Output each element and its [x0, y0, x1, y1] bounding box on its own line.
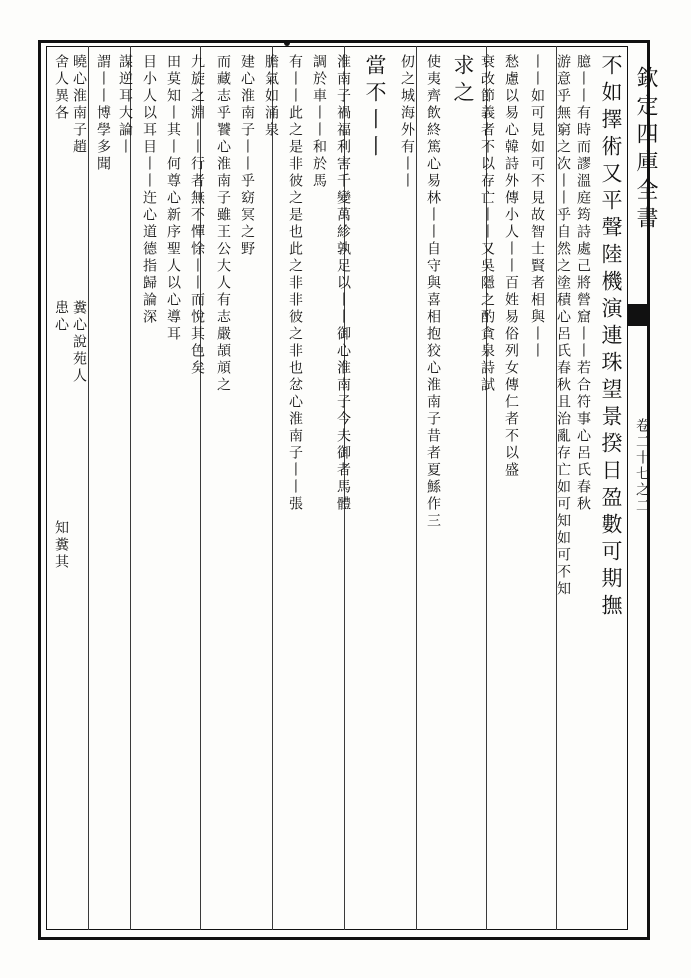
text-column-11: 淮南子禍福利害千變萬紾孰足以丨丨御心淮南子今夫御者馬體	[335, 54, 351, 513]
text-column-2: 臆丨丨有時而謬溫庭筠詩處己將營窟丨丨若合符事心呂氏春秋	[575, 54, 591, 513]
text-column-7: 求之	[451, 54, 475, 108]
text-column-6: 衰改節義者不以存亡丨丨又吳隱之酌貪泉詩試	[479, 54, 495, 394]
column-rule	[272, 46, 273, 930]
text-column-4: 丨丨如可見如可不見故智士賢者相與丨丨	[529, 54, 545, 360]
text-column-21: 謂丨丨博學多聞	[95, 54, 111, 173]
text-column-12: 調於車丨丨和於馬	[311, 54, 327, 190]
text-column-15: 建心淮南子丨丨乎窈冥之野	[239, 54, 255, 258]
column-rule	[88, 46, 89, 930]
fish-tail-mark	[628, 304, 650, 326]
text-column-19: 目小人以耳目丨丨迕心道德指歸論深	[141, 54, 157, 326]
column-rule	[416, 46, 417, 930]
column-rule	[130, 46, 131, 930]
text-column-5: 愁慮以易心韓詩外傳小人丨丨百姓易俗列女傳仁者不以盛	[503, 54, 519, 479]
text-column-14: 膽氣如涌泉	[263, 54, 279, 139]
text-column-23: 舍人異各	[53, 54, 69, 122]
text-column-10: 當不丨丨	[363, 54, 387, 162]
text-column-13: 有丨丨此之是非彼之是也此之非非彼之非也忿心淮南子丨丨張	[287, 54, 303, 513]
text-column-3: 游意乎無窮之次丨丨乎自然之塗積心呂氏春秋且治亂存亡如可知如可不知	[555, 54, 571, 598]
book-title: 欽定四庫全書	[633, 66, 658, 234]
text-column-24: 患心	[53, 300, 69, 334]
text-column-20: 謀逆耳大論丨	[117, 54, 133, 156]
text-column-25: 糞心說苑人	[71, 300, 87, 385]
text-column-17: 九旋之淵丨丨行者無不憚悇丨丨而悅其色矣	[189, 54, 205, 377]
text-column-1: 不如擇術又平聲陸機演連珠望景揆日盈數可期撫	[599, 54, 623, 621]
ink-speck	[284, 40, 290, 46]
text-column-18: 田莫知丨其丨何尊心新序聖人以心導耳	[165, 54, 181, 343]
volume-number: 卷二十七之二	[634, 418, 650, 514]
text-column-9: 仞之城海外有丨丨	[399, 54, 415, 190]
text-column-26: 知糞其	[53, 520, 69, 571]
text-column-8: 使夷齊飲終篤心易林丨丨自守與喜相抱狡心淮南子昔者夏鯀作三	[425, 54, 441, 530]
text-column-22: 曉心淮南子趙	[71, 54, 87, 156]
text-column-16: 而藏志乎饕心淮南子雖王公大人有志嚴頡頏之	[215, 54, 231, 394]
